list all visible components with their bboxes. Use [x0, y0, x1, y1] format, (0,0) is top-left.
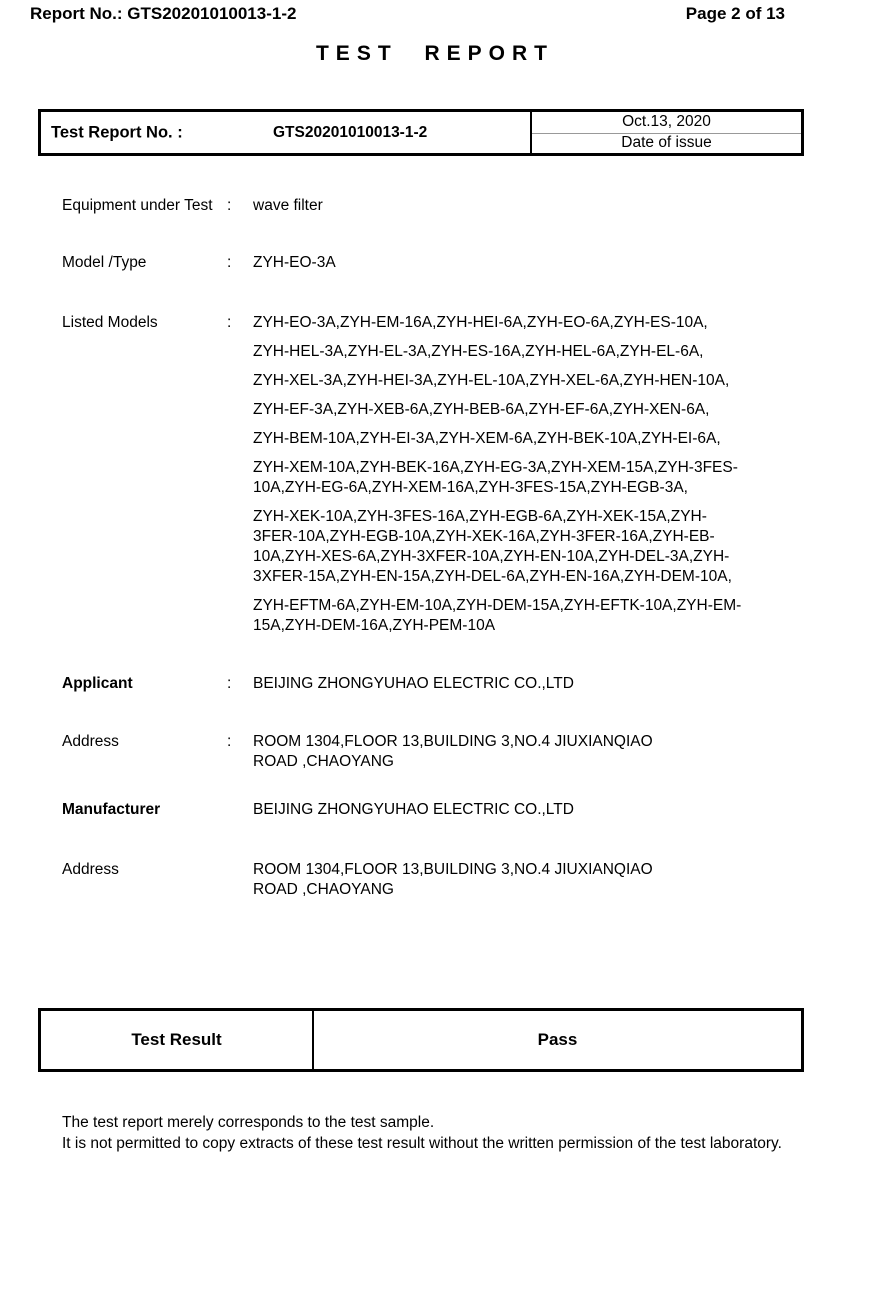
field-value: BEIJING ZHONGYUHAO ELECTRIC CO.,LTD: [253, 675, 574, 692]
disclaimer: [62, 1112, 834, 1154]
listed-models-line: ZYH-XEM-10A,ZYH-BEK-16A,ZYH-EG-3A,ZYH-XEM-15A,ZYH-3FES-: [253, 459, 738, 476]
report-number-cell: [41, 112, 532, 153]
report-number-label: Test Report No. :: [51, 123, 183, 141]
address-line: ROAD ,CHAOYANG: [253, 753, 394, 770]
field-value: ZYH-EO-3A: [253, 254, 336, 271]
field-colon: :: [227, 733, 232, 750]
field-row-manufacturer-address: [62, 860, 834, 900]
listed-models-line: ZYH-EF-3A,ZYH-XEB-6A,ZYH-BEB-6A,ZYH-EF-6A,ZYH-XEN-6A,: [253, 401, 710, 418]
listed-models-line: ZYH-XEK-10A,ZYH-3FES-16A,ZYH-EGB-6A,ZYH-XEK-15A,ZYH-: [253, 508, 707, 525]
field-colon: :: [227, 197, 232, 214]
field-row-manufacturer: [62, 800, 834, 820]
issue-date-label: Date of issue: [621, 134, 712, 152]
header-report-number: Report No.: GTS20201010013-1-2: [30, 4, 297, 23]
field-value: [253, 732, 834, 772]
field-label: Model /Type: [62, 254, 147, 271]
field-value: wave filter: [253, 197, 323, 214]
listed-models-paragraph: [253, 596, 834, 636]
listed-models-paragraph: [253, 342, 834, 362]
listed-models-line: 15A,ZYH-DEM-16A,ZYH-PEM-10A: [253, 617, 496, 634]
field-label: Equipment under Test: [62, 197, 213, 214]
field-value: BEIJING ZHONGYUHAO ELECTRIC CO.,LTD: [253, 801, 574, 818]
listed-models-line: ZYH-EFTM-6A,ZYH-EM-10A,ZYH-DEM-15A,ZYH-EFTK-10A,ZYH-EM-: [253, 597, 742, 614]
listed-models-line: 10A,ZYH-XES-6A,ZYH-3XFER-10A,ZYH-EN-10A,ZYH-DEL-3A,ZYH-: [253, 548, 730, 565]
listed-models-line: ZYH-EO-3A,ZYH-EM-16A,ZYH-HEI-6A,ZYH-EO-6A,ZYH-ES-10A,: [253, 314, 708, 331]
listed-models-line: ZYH-XEL-3A,ZYH-HEI-3A,ZYH-EL-10A,ZYH-XEL-6A,ZYH-HEN-10A,: [253, 372, 730, 389]
header-page-number: Page 2 of 13: [685, 4, 785, 23]
listed-models-paragraph: [253, 458, 834, 498]
listed-models-paragraph: [253, 313, 834, 333]
listed-models-line: ZYH-HEL-3A,ZYH-EL-3A,ZYH-ES-16A,ZYH-HEL-6A,ZYH-EL-6A,: [253, 343, 704, 360]
test-result-value: Pass: [537, 1030, 578, 1049]
field-row-applicant-address: [62, 732, 834, 772]
disclaimer-line-2: It is not permitted to copy extracts of these test result without the written permission of the test laboratory.: [62, 1135, 782, 1152]
issue-date-value: Oct.13, 2020: [532, 112, 801, 134]
field-row-equipment: [62, 196, 834, 216]
disclaimer-line-1: The test report merely corresponds to the test sample.: [62, 1114, 435, 1131]
field-colon: :: [227, 314, 232, 331]
field-row-model-type: [62, 253, 834, 273]
report-number-value: GTS20201010013-1-2: [273, 123, 428, 141]
document-title: TEST REPORT: [315, 42, 554, 65]
listed-models-value: [253, 313, 834, 636]
field-colon: :: [227, 675, 232, 692]
field-label: Address: [62, 861, 119, 878]
listed-models-line: ZYH-BEM-10A,ZYH-EI-3A,ZYH-XEM-6A,ZYH-BEK-10A,ZYH-EI-6A,: [253, 430, 721, 447]
listed-models-paragraph: [253, 400, 834, 420]
field-label: Manufacturer: [62, 801, 161, 818]
field-row-listed-models: [62, 313, 834, 636]
field-colon: :: [227, 254, 232, 271]
test-result-table: [38, 1008, 804, 1072]
field-rows: [62, 196, 834, 900]
address-line: ROAD ,CHAOYANG: [253, 881, 394, 898]
date-of-issue-cell: [532, 112, 801, 153]
listed-models-paragraph: [253, 371, 834, 391]
listed-models-line: 3XFER-15A,ZYH-EN-15A,ZYH-DEL-6A,ZYH-EN-16A,ZYH-DEM-10A,: [253, 568, 732, 585]
listed-models-paragraph: [253, 507, 834, 587]
listed-models-line: 10A,ZYH-EG-6A,ZYH-XEM-16A,ZYH-3FES-15A,ZYH-EGB-3A,: [253, 479, 688, 496]
listed-models-paragraph: [253, 429, 834, 449]
test-result-label: Test Result: [41, 1011, 314, 1069]
field-label: Address: [62, 733, 119, 750]
address-line: ROOM 1304,FLOOR 13,BUILDING 3,NO.4 JIUXIANQIAO: [253, 733, 653, 750]
field-row-applicant: [62, 674, 834, 694]
report-number-table: [38, 109, 804, 156]
field-value: [253, 860, 834, 900]
field-label: Applicant: [62, 675, 133, 692]
page-header: [30, 4, 785, 24]
field-label: Listed Models: [62, 314, 158, 331]
listed-models-line: 3FER-10A,ZYH-EGB-10A,ZYH-XEK-16A,ZYH-3FER-16A,ZYH-EB-: [253, 528, 715, 545]
address-line: ROOM 1304,FLOOR 13,BUILDING 3,NO.4 JIUXIANQIAO: [253, 861, 653, 878]
